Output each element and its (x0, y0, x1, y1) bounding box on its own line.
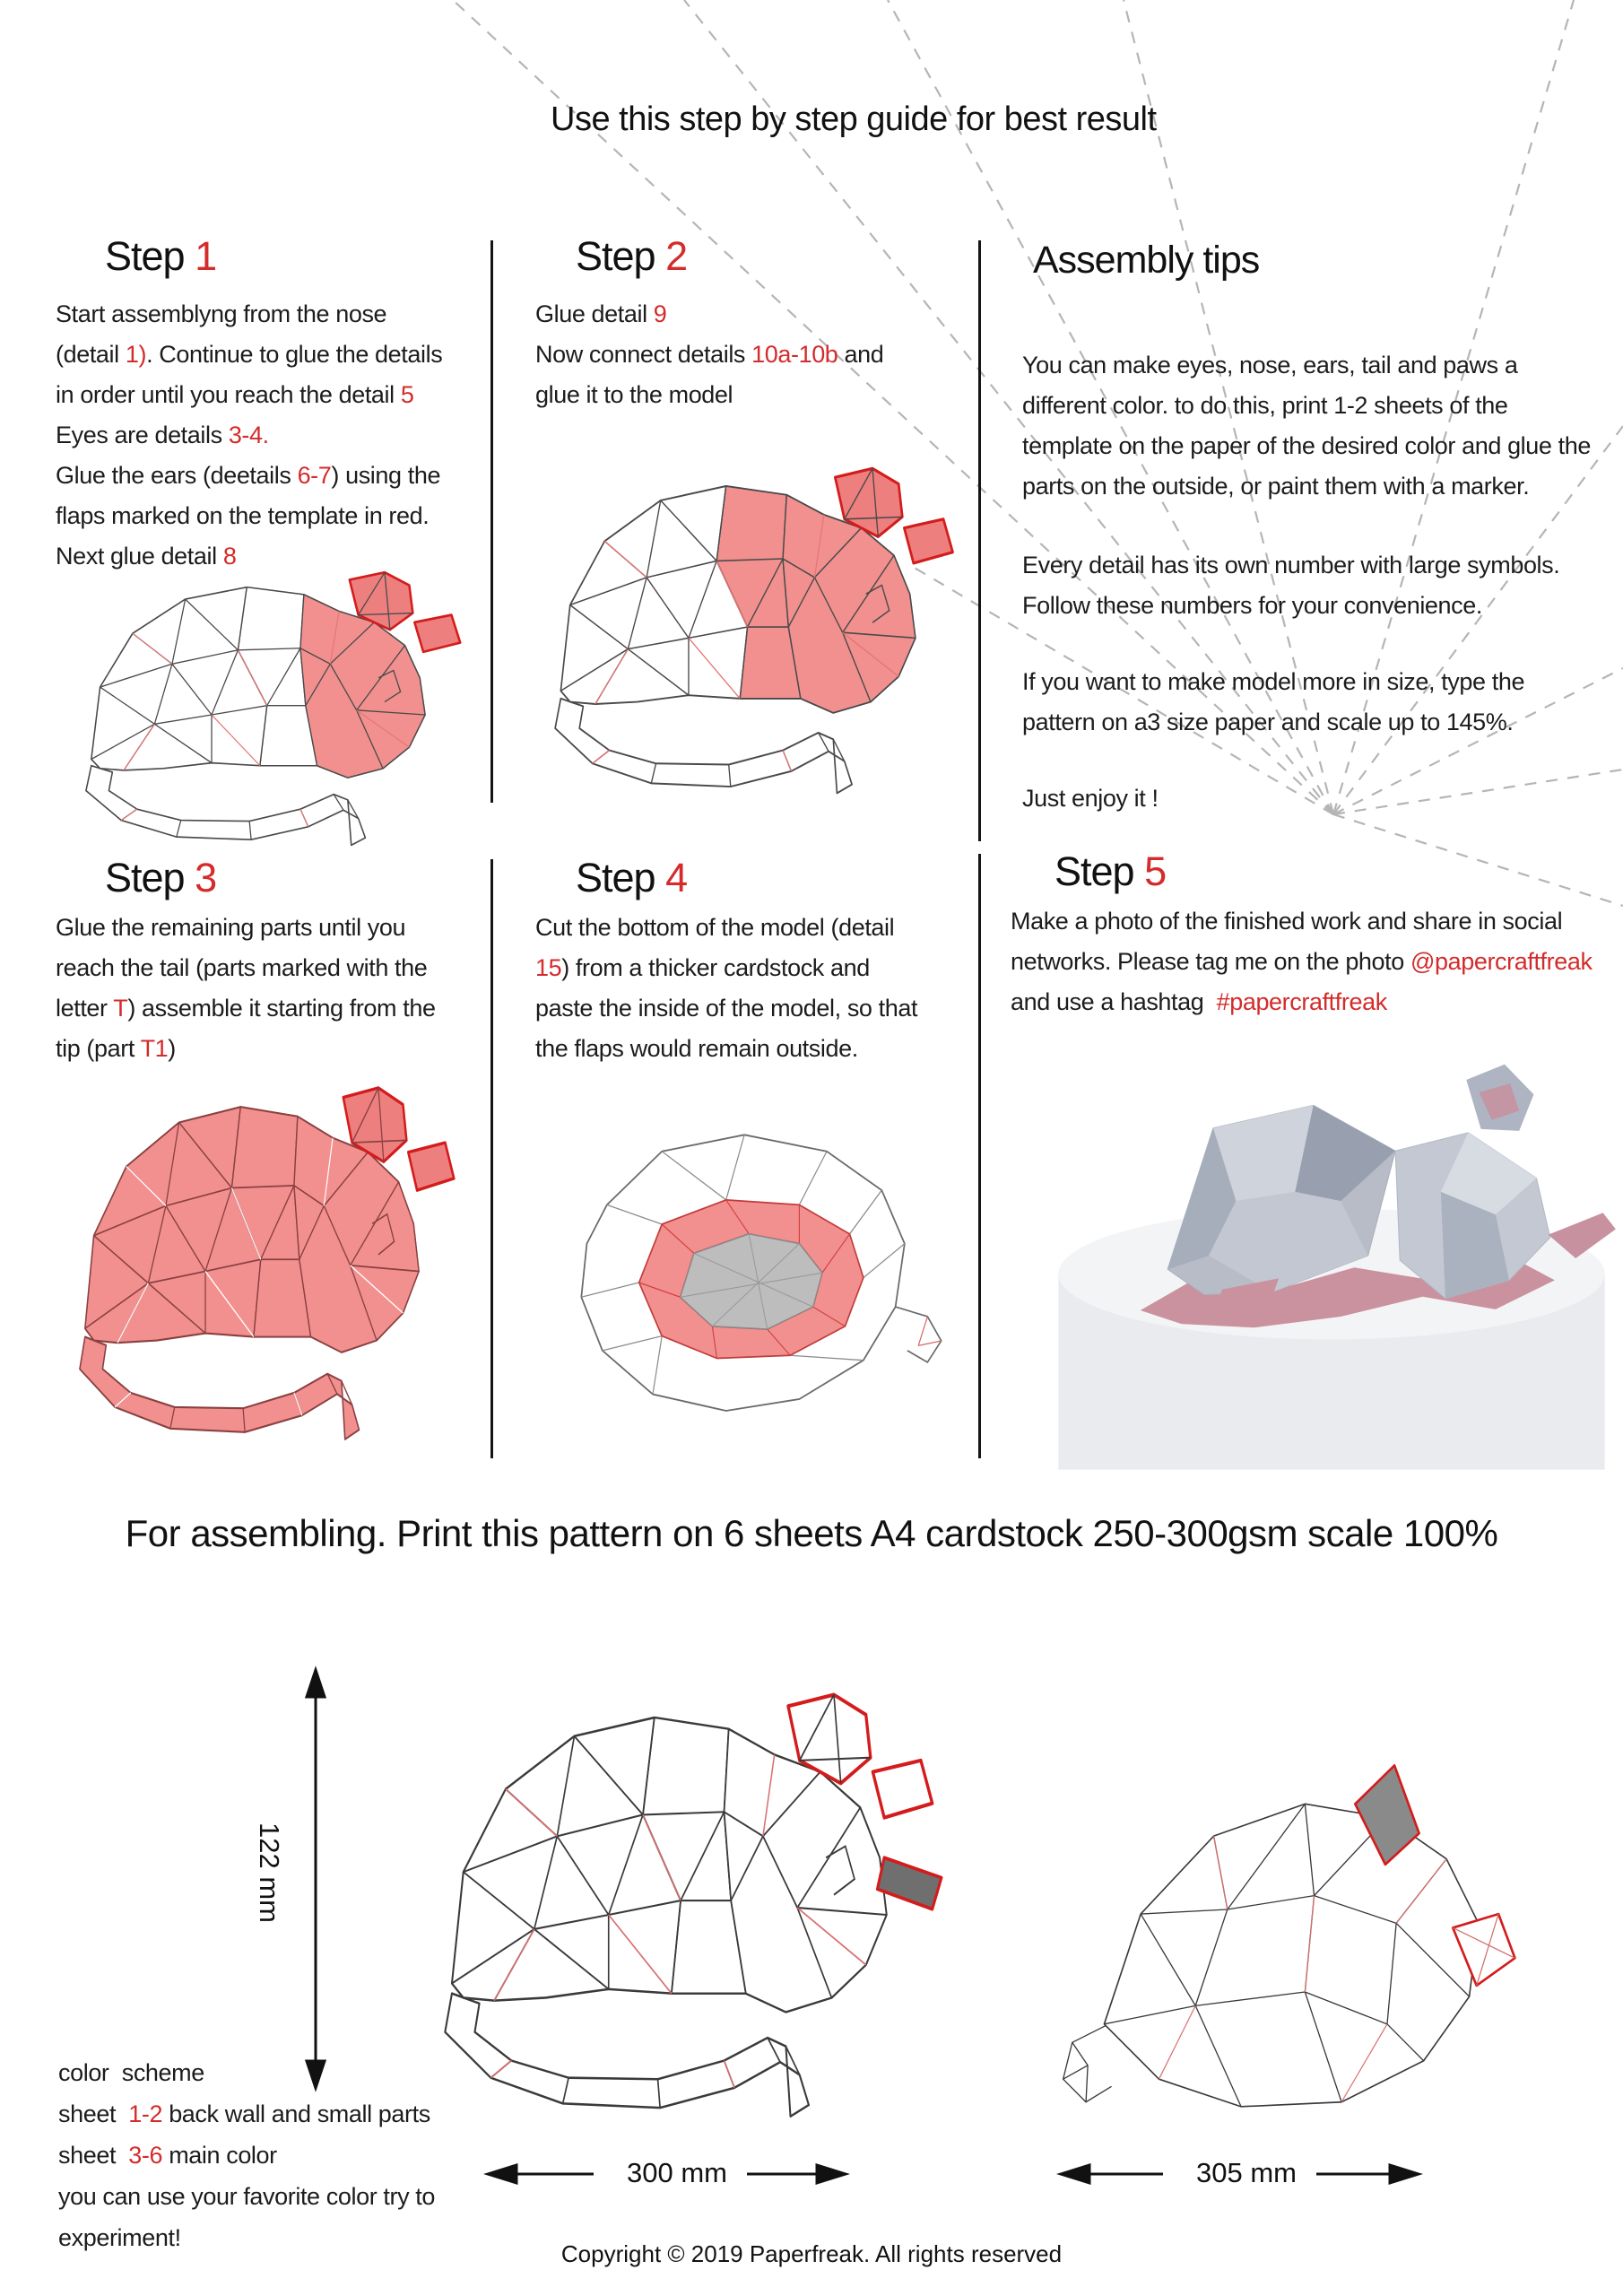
arrow-left-icon (1061, 2165, 1089, 2183)
tips-paragraph-2: Every detail has its own number with large symbols. Follow these numbers for your convenience. (1022, 552, 1560, 619)
width-left-dimension-label: 300 mm (627, 2157, 727, 2188)
step5-text: Make a photo of the finished work and share in social networks. Please tag me on the photo @papercraftfreak and use a hashtag #papercraftfreak (1011, 908, 1593, 1015)
step4-text: Cut the bottom of the model (detail 15) from a thicker cardstock and paste the inside of the model, so that the flaps would remain outside. (535, 914, 918, 1062)
step2-text: Glue detail 9 Now connect details 10a-10b and glue it to the model (535, 300, 884, 408)
arrow-right-icon (1390, 2165, 1419, 2183)
step1-heading: Step 1 (105, 233, 217, 279)
step5-heading: Step 5 (1055, 848, 1167, 894)
copyright: Copyright © 2019 Paperfreak. All rights reserved (560, 2240, 1063, 2267)
page-title: Use this step by step guide for best result (551, 100, 1157, 138)
arrow-up-icon (307, 1670, 325, 1697)
step1-text: Start assemblyng from the nose (detail 1). Continue to glue the details in order until you reach the detail 5 Eyes are details 3-4. Glue the ears (deetails 6-7) using the flaps marked on the template in red. Next glue detail 8 (56, 300, 443, 570)
tips-paragraph-3: If you want to make model more in size, type the pattern on a3 size paper and scale up to 145%. (1022, 668, 1525, 735)
print-note-heading: For assembling. Print this pattern on 6 sheets A4 cardstock 250-300gsm scale 100% (125, 1512, 1498, 1554)
tips-heading: Assembly tips (1033, 239, 1260, 282)
tips-paragraph-4: Just enjoy it ! (1022, 785, 1159, 812)
color-scheme-note: color scheme sheet 1-2 back wall and small parts sheet 3-6 main color you can use your favorite color try to experiment! (58, 2059, 436, 2251)
width-right-dimension-label: 305 mm (1196, 2157, 1297, 2188)
tips-paragraph-1: You can make eyes, nose, ears, tail and paws a different color. to do this, print 1-2 sheets of the template on the paper of the desired color and glue the parts on the outside, or paint them with a marker. (1022, 352, 1591, 500)
step3-text: Glue the remaining parts until you reach the tail (parts marked with the letter T) assemble it starting from the tip (part T1) (56, 914, 436, 1062)
height-dimension-label: 122 mm (254, 1822, 285, 1923)
arrow-left-icon (488, 2165, 516, 2183)
arrow-right-icon (817, 2165, 846, 2183)
step2-heading: Step 2 (576, 233, 688, 279)
step4-heading: Step 4 (576, 855, 688, 900)
step3-heading: Step 3 (105, 855, 217, 900)
